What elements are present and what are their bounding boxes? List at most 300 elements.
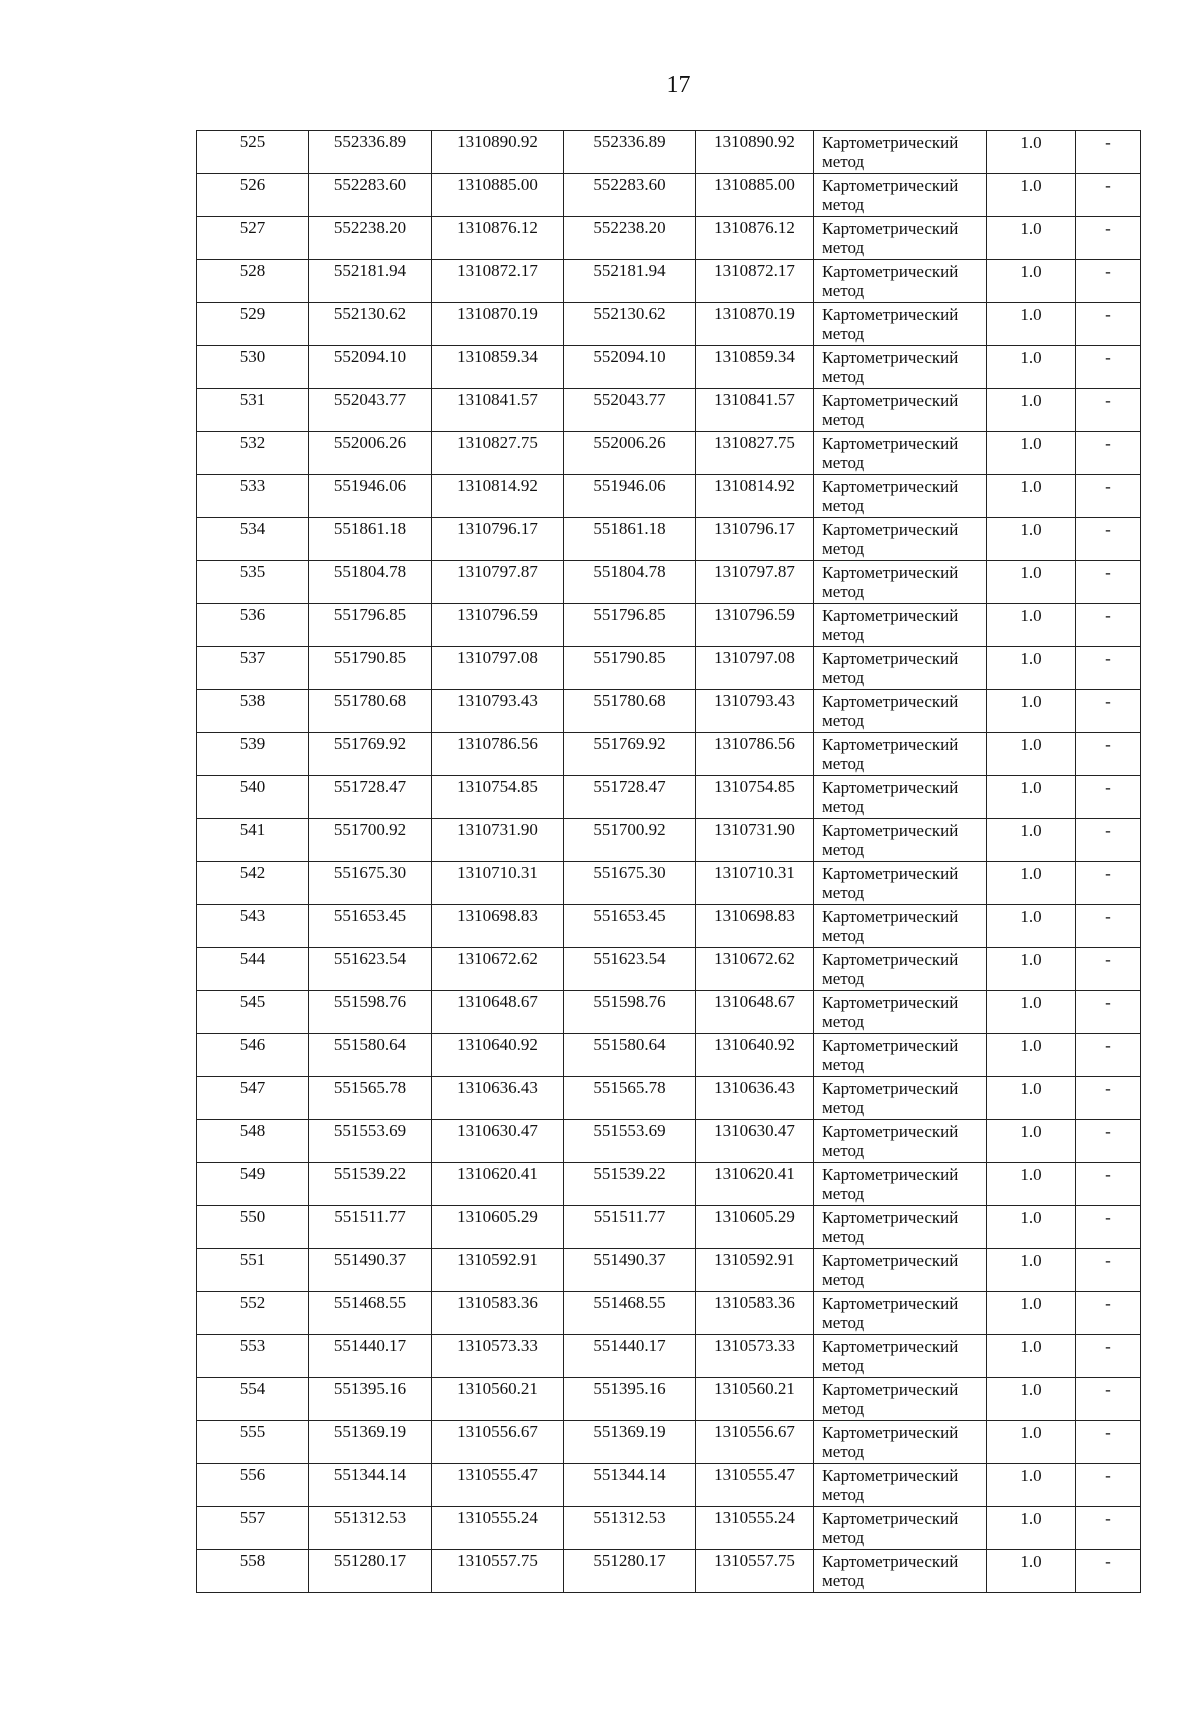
method-cell bbox=[814, 217, 987, 260]
table-row bbox=[197, 991, 1141, 1034]
y-new-cell: 1310827.75 bbox=[696, 432, 814, 475]
method-line2: метод bbox=[822, 711, 865, 730]
method-line1: Картометрический bbox=[822, 391, 959, 410]
method-line2: метод bbox=[822, 883, 865, 902]
x-existing-cell: 551861.18 bbox=[309, 518, 432, 561]
note-cell: - bbox=[1076, 690, 1141, 733]
method-line2: метод bbox=[822, 281, 865, 300]
y-new-cell: 1310555.47 bbox=[696, 1464, 814, 1507]
y-new-cell: 1310797.08 bbox=[696, 647, 814, 690]
y-existing-cell: 1310630.47 bbox=[432, 1120, 564, 1163]
point-number-cell: 551 bbox=[197, 1249, 309, 1292]
method-cell bbox=[814, 1120, 987, 1163]
method-line2: метод bbox=[822, 969, 865, 988]
method-cell bbox=[814, 1378, 987, 1421]
x-existing-cell: 551280.17 bbox=[309, 1550, 432, 1593]
point-number-cell: 546 bbox=[197, 1034, 309, 1077]
y-existing-cell: 1310827.75 bbox=[432, 432, 564, 475]
method-cell bbox=[814, 1163, 987, 1206]
note-cell: - bbox=[1076, 475, 1141, 518]
method-line1: Картометрический bbox=[822, 434, 959, 453]
method-line1: Картометрический bbox=[822, 1165, 959, 1184]
x-existing-cell: 551796.85 bbox=[309, 604, 432, 647]
y-existing-cell: 1310556.67 bbox=[432, 1421, 564, 1464]
y-existing-cell: 1310698.83 bbox=[432, 905, 564, 948]
note-cell: - bbox=[1076, 303, 1141, 346]
method-line2: метод bbox=[822, 496, 865, 515]
table-row bbox=[197, 346, 1141, 389]
note-cell: - bbox=[1076, 561, 1141, 604]
x-existing-cell: 551440.17 bbox=[309, 1335, 432, 1378]
point-number-cell: 552 bbox=[197, 1292, 309, 1335]
accuracy-cell: 1.0 bbox=[987, 174, 1076, 217]
accuracy-cell: 1.0 bbox=[987, 432, 1076, 475]
method-line1: Картометрический bbox=[822, 262, 959, 281]
y-existing-cell: 1310793.43 bbox=[432, 690, 564, 733]
method-cell bbox=[814, 776, 987, 819]
x-new-cell: 551344.14 bbox=[564, 1464, 696, 1507]
accuracy-cell: 1.0 bbox=[987, 948, 1076, 991]
note-cell: - bbox=[1076, 647, 1141, 690]
point-number-cell: 549 bbox=[197, 1163, 309, 1206]
method-line2: метод bbox=[822, 1227, 865, 1246]
accuracy-cell: 1.0 bbox=[987, 1507, 1076, 1550]
method-line2: метод bbox=[822, 1356, 865, 1375]
method-cell bbox=[814, 1421, 987, 1464]
accuracy-cell: 1.0 bbox=[987, 475, 1076, 518]
accuracy-cell: 1.0 bbox=[987, 1249, 1076, 1292]
method-cell bbox=[814, 346, 987, 389]
table-row bbox=[197, 1163, 1141, 1206]
x-existing-cell: 551468.55 bbox=[309, 1292, 432, 1335]
accuracy-cell: 1.0 bbox=[987, 690, 1076, 733]
method-cell bbox=[814, 905, 987, 948]
x-existing-cell: 552130.62 bbox=[309, 303, 432, 346]
table-row bbox=[197, 303, 1141, 346]
x-existing-cell: 551623.54 bbox=[309, 948, 432, 991]
point-number-cell: 530 bbox=[197, 346, 309, 389]
accuracy-cell: 1.0 bbox=[987, 303, 1076, 346]
x-new-cell: 551946.06 bbox=[564, 475, 696, 518]
method-cell bbox=[814, 647, 987, 690]
accuracy-cell: 1.0 bbox=[987, 776, 1076, 819]
method-line1: Картометрический bbox=[822, 305, 959, 324]
table-row bbox=[197, 561, 1141, 604]
x-existing-cell: 552283.60 bbox=[309, 174, 432, 217]
method-cell bbox=[814, 991, 987, 1034]
point-number-cell: 531 bbox=[197, 389, 309, 432]
method-cell bbox=[814, 561, 987, 604]
x-existing-cell: 551790.85 bbox=[309, 647, 432, 690]
x-existing-cell: 551490.37 bbox=[309, 1249, 432, 1292]
method-line1: Картометрический bbox=[822, 1294, 959, 1313]
method-cell bbox=[814, 948, 987, 991]
method-cell bbox=[814, 1464, 987, 1507]
method-line1: Картометрический bbox=[822, 649, 959, 668]
table-row bbox=[197, 948, 1141, 991]
x-new-cell: 551728.47 bbox=[564, 776, 696, 819]
note-cell: - bbox=[1076, 346, 1141, 389]
method-line2: метод bbox=[822, 238, 865, 257]
note-cell: - bbox=[1076, 1464, 1141, 1507]
method-line2: метод bbox=[822, 1313, 865, 1332]
y-existing-cell: 1310885.00 bbox=[432, 174, 564, 217]
method-line1: Картометрический bbox=[822, 520, 959, 539]
method-line1: Картометрический bbox=[822, 821, 959, 840]
method-cell bbox=[814, 389, 987, 432]
method-cell bbox=[814, 1550, 987, 1593]
y-existing-cell: 1310872.17 bbox=[432, 260, 564, 303]
y-new-cell: 1310605.29 bbox=[696, 1206, 814, 1249]
y-existing-cell: 1310859.34 bbox=[432, 346, 564, 389]
y-new-cell: 1310841.57 bbox=[696, 389, 814, 432]
x-new-cell: 552238.20 bbox=[564, 217, 696, 260]
y-new-cell: 1310556.67 bbox=[696, 1421, 814, 1464]
method-line1: Картометрический bbox=[822, 1423, 959, 1442]
y-new-cell: 1310872.17 bbox=[696, 260, 814, 303]
x-new-cell: 551790.85 bbox=[564, 647, 696, 690]
note-cell: - bbox=[1076, 1249, 1141, 1292]
note-cell: - bbox=[1076, 1163, 1141, 1206]
y-new-cell: 1310640.92 bbox=[696, 1034, 814, 1077]
x-new-cell: 551369.19 bbox=[564, 1421, 696, 1464]
method-line1: Картометрический bbox=[822, 219, 959, 238]
x-existing-cell: 552336.89 bbox=[309, 131, 432, 174]
method-line1: Картометрический bbox=[822, 563, 959, 582]
method-line2: метод bbox=[822, 324, 865, 343]
point-number-cell: 554 bbox=[197, 1378, 309, 1421]
x-new-cell: 551623.54 bbox=[564, 948, 696, 991]
y-existing-cell: 1310555.24 bbox=[432, 1507, 564, 1550]
point-number-cell: 526 bbox=[197, 174, 309, 217]
method-line2: метод bbox=[822, 668, 865, 687]
y-new-cell: 1310885.00 bbox=[696, 174, 814, 217]
page-number: 17 bbox=[666, 72, 691, 98]
note-cell: - bbox=[1076, 819, 1141, 862]
table-row bbox=[197, 260, 1141, 303]
note-cell: - bbox=[1076, 1077, 1141, 1120]
x-existing-cell: 552181.94 bbox=[309, 260, 432, 303]
method-cell bbox=[814, 303, 987, 346]
table-row bbox=[197, 647, 1141, 690]
method-cell bbox=[814, 518, 987, 561]
y-new-cell: 1310870.19 bbox=[696, 303, 814, 346]
accuracy-cell: 1.0 bbox=[987, 1163, 1076, 1206]
x-existing-cell: 551312.53 bbox=[309, 1507, 432, 1550]
method-line2: метод bbox=[822, 453, 865, 472]
accuracy-cell: 1.0 bbox=[987, 561, 1076, 604]
accuracy-cell: 1.0 bbox=[987, 604, 1076, 647]
note-cell: - bbox=[1076, 217, 1141, 260]
y-existing-cell: 1310620.41 bbox=[432, 1163, 564, 1206]
x-new-cell: 552094.10 bbox=[564, 346, 696, 389]
accuracy-cell: 1.0 bbox=[987, 389, 1076, 432]
y-new-cell: 1310859.34 bbox=[696, 346, 814, 389]
note-cell: - bbox=[1076, 518, 1141, 561]
method-line1: Картометрический bbox=[822, 176, 959, 195]
method-line2: метод bbox=[822, 625, 865, 644]
note-cell: - bbox=[1076, 1206, 1141, 1249]
table-row bbox=[197, 1034, 1141, 1077]
accuracy-cell: 1.0 bbox=[987, 1550, 1076, 1593]
point-number-cell: 548 bbox=[197, 1120, 309, 1163]
table-row bbox=[197, 131, 1141, 174]
point-number-cell: 542 bbox=[197, 862, 309, 905]
table-row bbox=[197, 1507, 1141, 1550]
y-new-cell: 1310557.75 bbox=[696, 1550, 814, 1593]
x-existing-cell: 551344.14 bbox=[309, 1464, 432, 1507]
x-new-cell: 552006.26 bbox=[564, 432, 696, 475]
point-number-cell: 538 bbox=[197, 690, 309, 733]
accuracy-cell: 1.0 bbox=[987, 1335, 1076, 1378]
method-line1: Картометрический bbox=[822, 1079, 959, 1098]
method-cell bbox=[814, 260, 987, 303]
table-row bbox=[197, 905, 1141, 948]
method-line1: Картометрический bbox=[822, 692, 959, 711]
y-existing-cell: 1310731.90 bbox=[432, 819, 564, 862]
method-line2: метод bbox=[822, 539, 865, 558]
y-existing-cell: 1310605.29 bbox=[432, 1206, 564, 1249]
note-cell: - bbox=[1076, 1034, 1141, 1077]
table-row bbox=[197, 1421, 1141, 1464]
note-cell: - bbox=[1076, 174, 1141, 217]
x-existing-cell: 551804.78 bbox=[309, 561, 432, 604]
accuracy-cell: 1.0 bbox=[987, 518, 1076, 561]
method-line1: Картометрический bbox=[822, 1466, 959, 1485]
y-new-cell: 1310710.31 bbox=[696, 862, 814, 905]
table-row bbox=[197, 1249, 1141, 1292]
x-new-cell: 551700.92 bbox=[564, 819, 696, 862]
y-existing-cell: 1310672.62 bbox=[432, 948, 564, 991]
method-line2: метод bbox=[822, 1442, 865, 1461]
method-line2: метод bbox=[822, 797, 865, 816]
method-line2: метод bbox=[822, 1055, 865, 1074]
method-line1: Картометрический bbox=[822, 1251, 959, 1270]
table-row bbox=[197, 776, 1141, 819]
y-existing-cell: 1310573.33 bbox=[432, 1335, 564, 1378]
method-line2: метод bbox=[822, 367, 865, 386]
coordinates-table bbox=[196, 130, 1141, 1593]
note-cell: - bbox=[1076, 1550, 1141, 1593]
accuracy-cell: 1.0 bbox=[987, 217, 1076, 260]
point-number-cell: 532 bbox=[197, 432, 309, 475]
accuracy-cell: 1.0 bbox=[987, 1206, 1076, 1249]
point-number-cell: 527 bbox=[197, 217, 309, 260]
y-new-cell: 1310583.36 bbox=[696, 1292, 814, 1335]
point-number-cell: 539 bbox=[197, 733, 309, 776]
table-row bbox=[197, 862, 1141, 905]
method-line1: Картометрический bbox=[822, 993, 959, 1012]
x-new-cell: 551312.53 bbox=[564, 1507, 696, 1550]
y-existing-cell: 1310710.31 bbox=[432, 862, 564, 905]
point-number-cell: 536 bbox=[197, 604, 309, 647]
y-existing-cell: 1310555.47 bbox=[432, 1464, 564, 1507]
table-row bbox=[197, 1206, 1141, 1249]
point-number-cell: 541 bbox=[197, 819, 309, 862]
y-existing-cell: 1310796.17 bbox=[432, 518, 564, 561]
y-existing-cell: 1310797.08 bbox=[432, 647, 564, 690]
note-cell: - bbox=[1076, 733, 1141, 776]
x-new-cell: 551653.45 bbox=[564, 905, 696, 948]
x-existing-cell: 552094.10 bbox=[309, 346, 432, 389]
method-line1: Картометрический bbox=[822, 864, 959, 883]
note-cell: - bbox=[1076, 131, 1141, 174]
x-existing-cell: 551700.92 bbox=[309, 819, 432, 862]
table-row bbox=[197, 819, 1141, 862]
accuracy-cell: 1.0 bbox=[987, 131, 1076, 174]
point-number-cell: 533 bbox=[197, 475, 309, 518]
table-row bbox=[197, 217, 1141, 260]
x-new-cell: 551490.37 bbox=[564, 1249, 696, 1292]
x-new-cell: 551580.64 bbox=[564, 1034, 696, 1077]
method-line2: метод bbox=[822, 582, 865, 601]
y-existing-cell: 1310797.87 bbox=[432, 561, 564, 604]
method-line1: Картометрический bbox=[822, 1337, 959, 1356]
method-line2: метод bbox=[822, 840, 865, 859]
note-cell: - bbox=[1076, 1335, 1141, 1378]
x-existing-cell: 551511.77 bbox=[309, 1206, 432, 1249]
note-cell: - bbox=[1076, 1507, 1141, 1550]
x-new-cell: 552130.62 bbox=[564, 303, 696, 346]
x-new-cell: 552283.60 bbox=[564, 174, 696, 217]
y-new-cell: 1310814.92 bbox=[696, 475, 814, 518]
method-cell bbox=[814, 131, 987, 174]
x-new-cell: 551511.77 bbox=[564, 1206, 696, 1249]
method-line1: Картометрический bbox=[822, 1208, 959, 1227]
x-new-cell: 551468.55 bbox=[564, 1292, 696, 1335]
note-cell: - bbox=[1076, 1421, 1141, 1464]
y-new-cell: 1310890.92 bbox=[696, 131, 814, 174]
y-existing-cell: 1310890.92 bbox=[432, 131, 564, 174]
note-cell: - bbox=[1076, 905, 1141, 948]
note-cell: - bbox=[1076, 604, 1141, 647]
x-new-cell: 551440.17 bbox=[564, 1335, 696, 1378]
x-new-cell: 551280.17 bbox=[564, 1550, 696, 1593]
x-new-cell: 551796.85 bbox=[564, 604, 696, 647]
x-new-cell: 551675.30 bbox=[564, 862, 696, 905]
x-existing-cell: 551369.19 bbox=[309, 1421, 432, 1464]
method-line2: метод bbox=[822, 1270, 865, 1289]
point-number-cell: 534 bbox=[197, 518, 309, 561]
accuracy-cell: 1.0 bbox=[987, 1421, 1076, 1464]
y-existing-cell: 1310754.85 bbox=[432, 776, 564, 819]
x-existing-cell: 551946.06 bbox=[309, 475, 432, 518]
method-line1: Картометрический bbox=[822, 1380, 959, 1399]
y-new-cell: 1310573.33 bbox=[696, 1335, 814, 1378]
x-existing-cell: 551728.47 bbox=[309, 776, 432, 819]
accuracy-cell: 1.0 bbox=[987, 1464, 1076, 1507]
x-new-cell: 552043.77 bbox=[564, 389, 696, 432]
method-line2: метод bbox=[822, 410, 865, 429]
method-cell bbox=[814, 862, 987, 905]
method-cell bbox=[814, 174, 987, 217]
accuracy-cell: 1.0 bbox=[987, 991, 1076, 1034]
note-cell: - bbox=[1076, 1120, 1141, 1163]
x-new-cell: 551395.16 bbox=[564, 1378, 696, 1421]
x-new-cell: 551804.78 bbox=[564, 561, 696, 604]
method-line2: метод bbox=[822, 1571, 865, 1590]
point-number-cell: 528 bbox=[197, 260, 309, 303]
method-line2: метод bbox=[822, 754, 865, 773]
method-cell bbox=[814, 690, 987, 733]
note-cell: - bbox=[1076, 1378, 1141, 1421]
y-new-cell: 1310754.85 bbox=[696, 776, 814, 819]
accuracy-cell: 1.0 bbox=[987, 905, 1076, 948]
point-number-cell: 557 bbox=[197, 1507, 309, 1550]
point-number-cell: 553 bbox=[197, 1335, 309, 1378]
table-row bbox=[197, 1550, 1141, 1593]
x-existing-cell: 551565.78 bbox=[309, 1077, 432, 1120]
y-new-cell: 1310648.67 bbox=[696, 991, 814, 1034]
y-existing-cell: 1310557.75 bbox=[432, 1550, 564, 1593]
y-new-cell: 1310555.24 bbox=[696, 1507, 814, 1550]
accuracy-cell: 1.0 bbox=[987, 1120, 1076, 1163]
x-new-cell: 551553.69 bbox=[564, 1120, 696, 1163]
y-existing-cell: 1310636.43 bbox=[432, 1077, 564, 1120]
accuracy-cell: 1.0 bbox=[987, 733, 1076, 776]
y-new-cell: 1310560.21 bbox=[696, 1378, 814, 1421]
table-row bbox=[197, 1335, 1141, 1378]
x-existing-cell: 552238.20 bbox=[309, 217, 432, 260]
y-new-cell: 1310876.12 bbox=[696, 217, 814, 260]
table-row bbox=[197, 733, 1141, 776]
accuracy-cell: 1.0 bbox=[987, 819, 1076, 862]
point-number-cell: 555 bbox=[197, 1421, 309, 1464]
x-existing-cell: 551395.16 bbox=[309, 1378, 432, 1421]
point-number-cell: 544 bbox=[197, 948, 309, 991]
table-row bbox=[197, 1464, 1141, 1507]
note-cell: - bbox=[1076, 432, 1141, 475]
x-existing-cell: 551780.68 bbox=[309, 690, 432, 733]
method-line1: Картометрический bbox=[822, 1552, 959, 1571]
method-line1: Картометрический bbox=[822, 1509, 959, 1528]
y-existing-cell: 1310814.92 bbox=[432, 475, 564, 518]
method-line1: Картометрический bbox=[822, 606, 959, 625]
method-cell bbox=[814, 1034, 987, 1077]
point-number-cell: 547 bbox=[197, 1077, 309, 1120]
x-existing-cell: 551653.45 bbox=[309, 905, 432, 948]
y-existing-cell: 1310583.36 bbox=[432, 1292, 564, 1335]
method-cell bbox=[814, 1077, 987, 1120]
table-row bbox=[197, 1378, 1141, 1421]
y-new-cell: 1310731.90 bbox=[696, 819, 814, 862]
point-number-cell: 556 bbox=[197, 1464, 309, 1507]
note-cell: - bbox=[1076, 776, 1141, 819]
accuracy-cell: 1.0 bbox=[987, 1292, 1076, 1335]
method-cell bbox=[814, 432, 987, 475]
accuracy-cell: 1.0 bbox=[987, 647, 1076, 690]
accuracy-cell: 1.0 bbox=[987, 862, 1076, 905]
table-row bbox=[197, 174, 1141, 217]
note-cell: - bbox=[1076, 1292, 1141, 1335]
method-line1: Картометрический bbox=[822, 735, 959, 754]
y-new-cell: 1310698.83 bbox=[696, 905, 814, 948]
coordinates-table-body bbox=[197, 131, 1141, 1593]
x-new-cell: 551780.68 bbox=[564, 690, 696, 733]
x-existing-cell: 552043.77 bbox=[309, 389, 432, 432]
note-cell: - bbox=[1076, 389, 1141, 432]
x-new-cell: 552336.89 bbox=[564, 131, 696, 174]
y-new-cell: 1310796.59 bbox=[696, 604, 814, 647]
x-existing-cell: 551539.22 bbox=[309, 1163, 432, 1206]
method-cell bbox=[814, 1292, 987, 1335]
x-existing-cell: 551769.92 bbox=[309, 733, 432, 776]
accuracy-cell: 1.0 bbox=[987, 346, 1076, 389]
x-existing-cell: 551598.76 bbox=[309, 991, 432, 1034]
x-new-cell: 551539.22 bbox=[564, 1163, 696, 1206]
method-line1: Картометрический bbox=[822, 477, 959, 496]
y-existing-cell: 1310560.21 bbox=[432, 1378, 564, 1421]
